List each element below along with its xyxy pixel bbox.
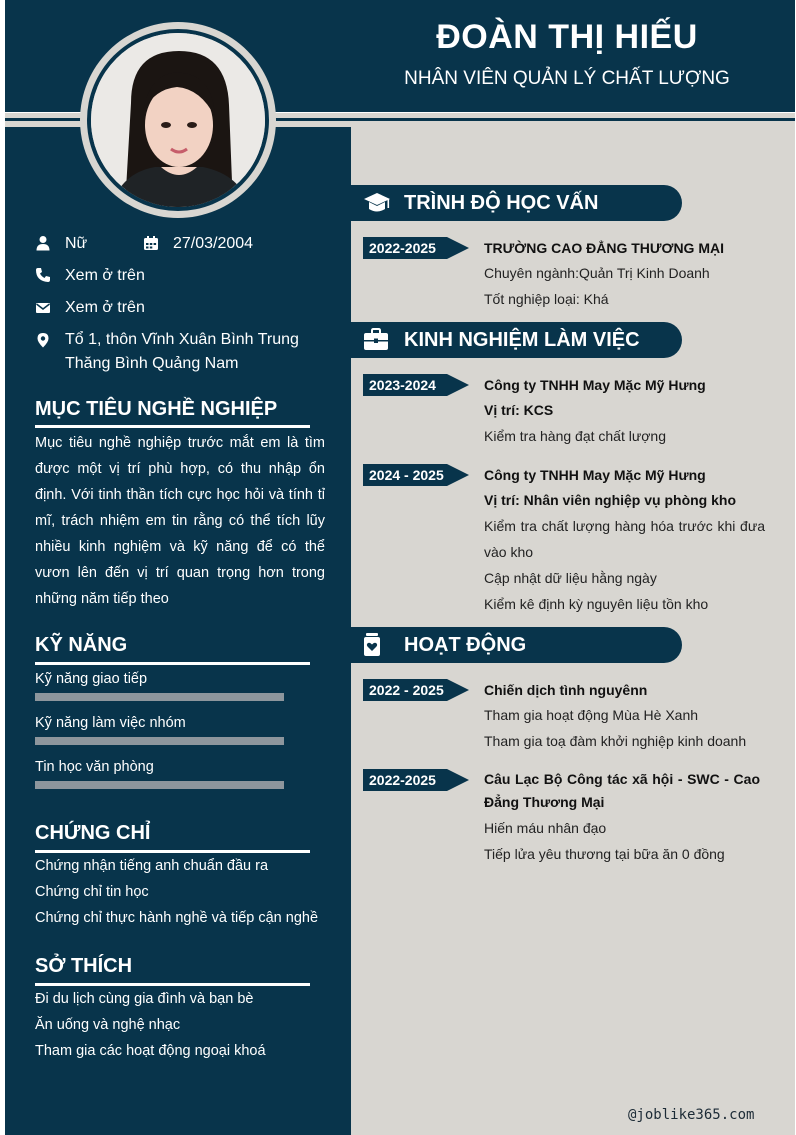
calendar-icon	[143, 235, 159, 251]
experience-task: Kiểm tra hàng đạt chất lượng	[484, 428, 666, 444]
phone-value: Xem ở trên	[65, 267, 145, 284]
hobbies-rule	[35, 983, 310, 986]
skills-title: KỸ NĂNG	[35, 634, 128, 656]
experience-company: Công ty TNHH May Mặc Mỹ Hưng	[484, 467, 706, 483]
experience-task: Kiểm tra chất lượng hàng hóa trước khi đưa vào kho	[484, 518, 765, 560]
objective-rule	[35, 425, 310, 428]
experience-position: Vị trí: KCS	[484, 402, 554, 418]
certificates-rule	[35, 850, 310, 853]
activity-item: Tham gia hoạt động Mùa Hè Xanh	[484, 707, 699, 723]
skills-rule	[35, 662, 310, 665]
skill-name: Kỹ năng làm việc nhóm	[35, 715, 186, 731]
experience-title: KINH NGHIỆM LÀM VIỆC	[404, 329, 640, 351]
candidate-job-title: NHÂN VIÊN QUẢN LÝ CHẤT LƯỢNG	[404, 68, 730, 89]
envelope-icon	[35, 300, 51, 316]
phone-icon	[35, 267, 51, 283]
hobby-item: Tham gia các hoạt động ngoại khoá	[35, 1043, 266, 1059]
education-title: TRÌNH ĐỘ HỌC VẤN	[404, 192, 599, 214]
certificate-item: Chứng nhận tiếng anh chuẩn đầu ra	[35, 858, 269, 874]
experience-company: Công ty TNHH May Mặc Mỹ Hưng	[484, 377, 706, 393]
avatar-photo	[91, 33, 265, 207]
hobbies-title: SỞ THÍCH	[35, 955, 133, 977]
hobby-item: Đi du lịch cùng gia đình và bạn bè	[35, 991, 254, 1007]
activity-item: Tiếp lửa yêu thương tại bữa ăn 0 đồng	[484, 846, 725, 862]
certificate-item: Chứng chỉ tin học	[35, 884, 149, 900]
birthday-value: 27/03/2004	[173, 235, 254, 252]
address-line-1: Tổ 1, thôn Vĩnh Xuân Bình Trung	[65, 331, 299, 348]
experience-period: 2023-2024	[369, 377, 436, 393]
skill-bar	[35, 737, 284, 745]
graduation-cap-icon	[363, 191, 391, 217]
certificates-title: CHỨNG CHỈ	[35, 822, 151, 844]
objective-text: Mục tiêu nghề nghiệp trước mắt em là tìm được một vị trí phù hợp, có thu nhập ổn định. Với tinh thần tích cực học hỏi và tính tỉ mĩ, trách nhiệm em tin rằng có thể tích lũy nhiều kinh nghiệm và kỹ năng để có thể vươn lên đến vị trí quan trọng hơn trong những năm tiếp theo	[35, 435, 325, 607]
briefcase-icon	[363, 327, 389, 353]
experience-task: Cập nhật dữ liệu hằng ngày	[484, 570, 657, 586]
activity-period: 2022 - 2025	[369, 682, 444, 698]
user-icon	[35, 235, 51, 251]
email-value: Xem ở trên	[65, 299, 145, 316]
candidate-name: ĐOÀN THỊ HIẾU	[436, 18, 698, 56]
certificate-item: Chứng chỉ thực hành nghề và tiếp cận nghề	[35, 910, 319, 926]
education-major: Chuyên ngành:Quản Trị Kinh Doanh	[484, 265, 710, 281]
activity-item: Tham gia toạ đàm khởi nghiệp kinh doanh	[484, 733, 747, 749]
avatar	[91, 33, 265, 207]
activity-item: Hiến máu nhân đạo	[484, 820, 607, 836]
skill-bar	[35, 781, 284, 789]
education-period: 2022-2025	[369, 240, 436, 256]
education-grade: Tốt nghiệp loại: Khá	[484, 291, 609, 307]
objective-title: MỤC TIÊU NGHỀ NGHIỆP	[35, 398, 278, 420]
experience-task: Kiểm kê định kỳ nguyên liệu tồn kho	[484, 596, 709, 612]
education-school: TRƯỜNG CAO ĐẲNG THƯƠNG MẠI	[484, 240, 724, 256]
experience-period: 2024 - 2025	[369, 467, 444, 483]
watermark: @joblike365.com	[628, 1107, 755, 1123]
skill-bar	[35, 693, 284, 701]
heart-jar-icon	[363, 632, 381, 658]
address-line-2: Thăng Bình Quảng Nam	[65, 355, 239, 372]
activity-name: Chiến dịch tình nguyênn	[484, 682, 648, 698]
activity-period: 2022-2025	[369, 772, 436, 788]
skill-name: Kỹ năng giao tiếp	[35, 671, 148, 687]
activities-title: HOẠT ĐỘNG	[404, 634, 527, 656]
skill-name: Tin học văn phòng	[35, 759, 154, 775]
experience-position: Vị trí: Nhân viên nghiệp vụ phòng kho	[484, 492, 736, 508]
gender-value: Nữ	[65, 235, 88, 252]
hobby-item: Ăn uống và nghệ nhạc	[35, 1017, 181, 1033]
location-pin-icon	[35, 332, 51, 348]
activity-name: Câu Lạc Bộ Công tác xã hội - SWC - Cao Đẳng Thương Mại	[484, 771, 760, 810]
